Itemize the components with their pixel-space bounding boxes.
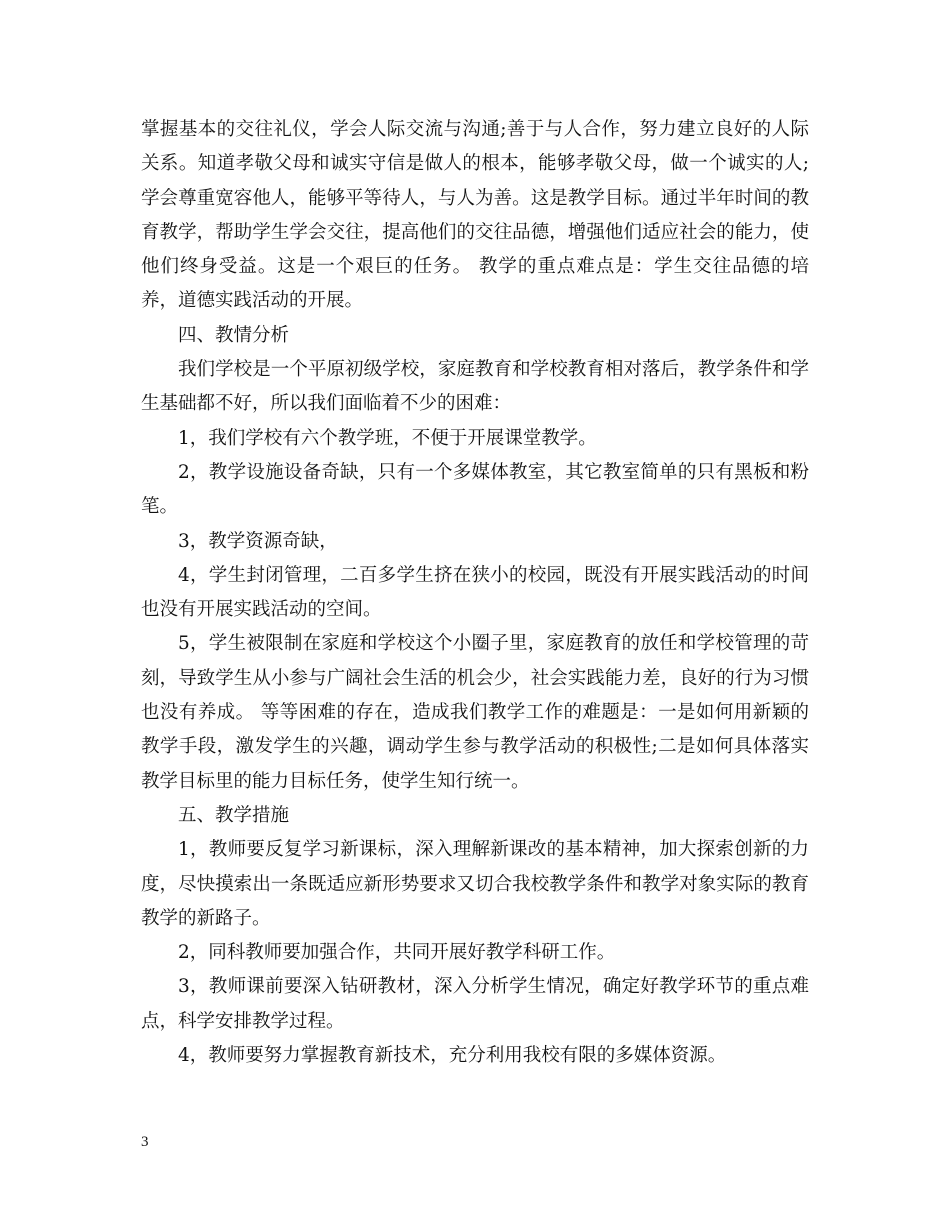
list-item-difficulty-3: 3，教学资源奇缺， — [178, 530, 338, 552]
paragraph-goal-continuation: 掌握基本的交往礼仪，学会人际交流与沟通;善于与人合作，努力建立良好的人际关系。知道孝敬父母和诚实守信是做人的根本，能够孝敬父母，做一个诚实的人;学会尊重宽容他人，能够平等待人，与人为善。这是教学目标。通过半年时间的教育教学，帮助学生学会交往，提高他们的交往品德，增强他们适应社会的能力，使他们终身受益。这是一个艰巨的任务。 教学的重点难点是：学生交往品德的培养，道德实践活动的开展。 — [141, 119, 809, 312]
list-item-difficulty-5: 5，学生被限制在家庭和学校这个小圈子里，家庭教育的放任和学校管理的苛刻，导致学生从小参与广阔社会生活的机会少，社会实践能力差，良好的行为习惯也没有养成。 等等困难的存在，造成我们教学工作的难题是：一是如何用新颖的教学手段，激发学生的兴趣，调动学生参与教学活动的积极性;二是如何具体落实教学目标里的能力目标任务，使学生知行统一。 — [141, 633, 809, 792]
section-heading-teaching-analysis: 四、教情分析 — [178, 324, 290, 346]
paragraph-analysis-intro: 我们学校是一个平原初级学校，家庭教育和学校教育相对落后，教学条件和学生基础都不好，所以我们面临着不少的困难： — [141, 359, 809, 415]
list-item-difficulty-4: 4，学生封闭管理，二百多学生挤在狭小的校园，既没有开展实践活动的时间也没有开展实践活动的空间。 — [141, 564, 809, 621]
list-item-measure-1: 1，教师要反复学习新课标，深入理解新课改的基本精神，加大探索创新的力度，尽快摸索出一条既适应新形势要求又切合我校教学条件和教学对象实际的教育教学的新路子。 — [141, 839, 809, 929]
list-item-measure-4: 4，教师要努力掌握教育新技术，充分利用我校有限的多媒体资源。 — [178, 1045, 727, 1067]
page-number: 3 — [141, 1134, 149, 1150]
list-item-difficulty-1: 1，我们学校有六个教学班，不便于开展课堂教学。 — [178, 427, 597, 449]
section-heading-teaching-measures: 五、教学措施 — [178, 804, 290, 826]
list-item-measure-2: 2，同科教师要加强合作，共同开展好教学科研工作。 — [178, 942, 616, 964]
list-item-measure-3: 3，教师课前要深入钻研教材，深入分析学生情况，确定好教学环节的重点难点，科学安排教学过程。 — [141, 976, 809, 1032]
document-body — [141, 113, 809, 1073]
list-item-difficulty-2: 2，教学设施设备奇缺，只有一个多媒体教室，其它教室简单的只有黑板和粉笔。 — [141, 461, 809, 518]
